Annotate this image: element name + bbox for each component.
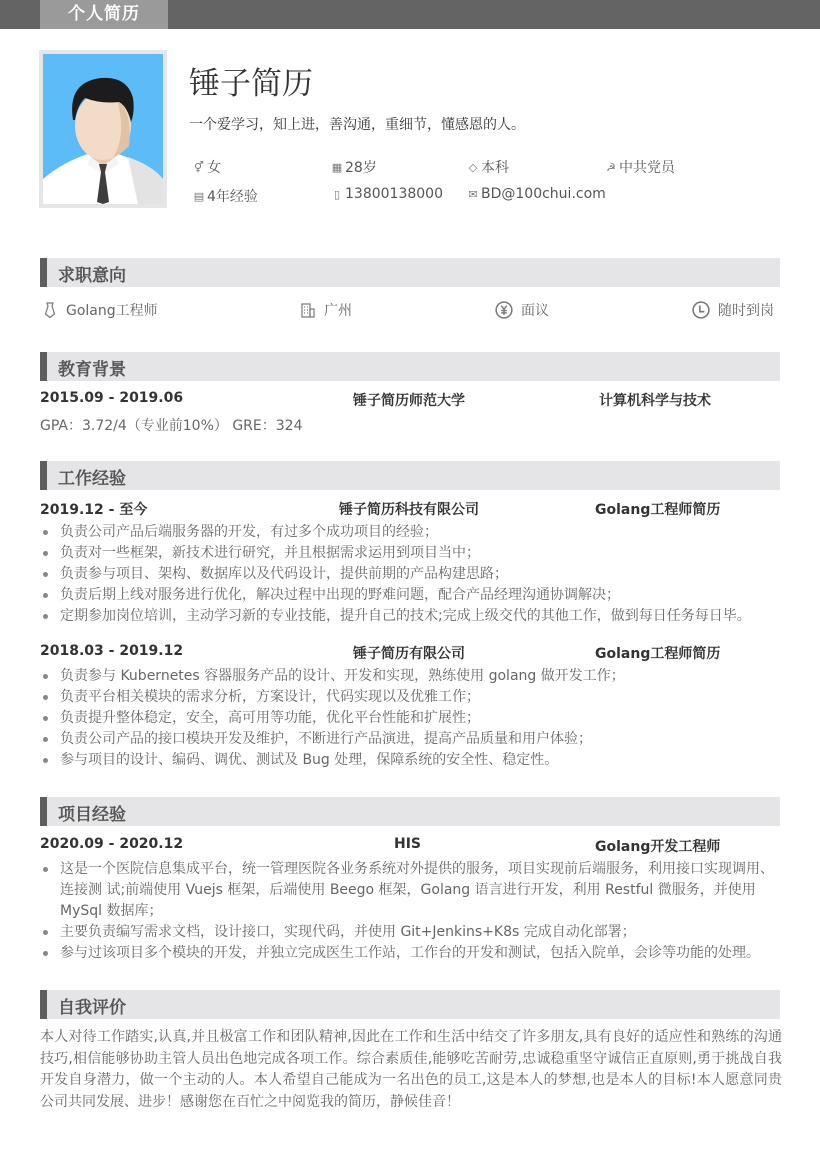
- list-item: 参与项目的设计、编码、调优、测试及 Bug 处理，保障系统的安全性、稳定性。: [40, 750, 780, 771]
- tie-icon: [42, 302, 58, 318]
- graduation-cap-icon: ◇: [468, 160, 478, 174]
- top-bar: [0, 0, 820, 29]
- party-emblem-icon: ☭: [606, 160, 616, 174]
- info-age: [330, 157, 377, 177]
- section-header-intent: [40, 258, 780, 287]
- building-icon: [300, 302, 316, 318]
- info-phone: [330, 186, 443, 202]
- work-period: 2018.03 - 2019.12: [40, 643, 184, 659]
- self-evaluation-text: 本人对待工作踏实,认真,并且极富工作和团队精神,因此在工作和生活中结交了许多朋友,具有良好的适应性和熟练的沟通技巧,相信能够协助主管人员出色地完成各项工作。综合素质佳,能够吃苦耐劳,忠诚稳重坚守诚信正直原则,勇于挑战自我开发自身潜力，做一个主动的人。本人希望自己能成为一名出色的员工,这是本人的梦想,也是本人的目标!本人愿意同贵公司共同发展、进步！感谢您在百忙之中阅览我的简历，静候佳音！: [40, 1029, 782, 1110]
- work-duties-list: [40, 666, 780, 771]
- work-company: 锤子简历科技有限公司: [339, 502, 479, 518]
- info-degree: [466, 157, 509, 177]
- project-name: HIS: [394, 836, 422, 852]
- yuan-icon: [495, 301, 513, 319]
- section-title: 自我评价: [58, 998, 126, 1018]
- email-value[interactable]: BD@100chui.com: [481, 186, 606, 202]
- experience-value: 4年经验: [207, 189, 258, 205]
- education-school: 锤子简历师范大学: [353, 393, 465, 409]
- project-period: 2020.09 - 2020.12: [40, 836, 184, 852]
- clock-icon: [692, 301, 710, 319]
- education-period: 2015.09 - 2019.06: [40, 390, 184, 406]
- intent-position-value: Golang工程师: [66, 303, 158, 319]
- work-duties-list: [40, 522, 780, 627]
- work-title: Golang工程师简历: [595, 646, 721, 662]
- gender-icon: ⚥: [194, 160, 204, 174]
- info-political-status: [604, 157, 675, 177]
- list-item: 负责对一些框架，新技术进行研究，并且根据需求运用到项目当中；: [40, 543, 780, 564]
- list-item: 负责公司产品后端服务器的开发，有过多个成功项目的经验；: [40, 522, 780, 543]
- degree-value: 本科: [481, 160, 509, 176]
- project-duties-list: [40, 859, 782, 964]
- list-item: 负责后期上线对服务进行优化，解决过程中出现的野难问题，配合产品经理沟通协调解决；: [40, 585, 780, 606]
- project-role: Golang开发工程师: [595, 839, 721, 855]
- list-item: 主要负责编写需求文档，设计接口，实现代码，并使用 Git+Jenkins+K8s 完成自动化部署；: [40, 922, 782, 943]
- education-major: 计算机科学与技术: [599, 393, 711, 409]
- resume-tab: 个人简历: [40, 0, 168, 29]
- candidate-name: 锤子简历: [189, 66, 313, 102]
- section-header-work: [40, 461, 780, 490]
- list-item: 定期参加岗位培训，主动学习新的专业技能，提升自己的技术;完成上级交代的其他工作，做到每日任务每日毕。: [40, 606, 780, 627]
- info-experience: [192, 186, 258, 206]
- list-item: 负责参与 Kubernetes 容器服务产品的设计、开发和实现，熟练使用 golang 做开发工作；: [40, 666, 780, 687]
- candidate-motto: 一个爱学习，知上进，善沟通，重细节，懂感恩的人。: [189, 117, 525, 133]
- mail-icon: ✉: [468, 187, 478, 201]
- intent-availability-value: 随时到岗: [718, 303, 774, 319]
- section-header-project: [40, 797, 780, 826]
- calendar-icon: ▦: [331, 160, 343, 174]
- list-item: 这是一个医院信息集成平台，统一管理医院各业务系统对外提供的服务，项目实现前后端服务，利用接口实现调用、连接测 试;前端使用 Vuejs 框架，后端使用 Beego 框架，Golang 语言进行开发，利用 Restful 微服务，并使用 MySql 数据库；: [40, 859, 782, 922]
- intent-salary: [495, 300, 549, 320]
- list-item: 负责参与项目、架构、数据库以及代码设计，提供前期的产品构建思路；: [40, 564, 780, 585]
- work-period: 2019.12 - 至今: [40, 502, 148, 518]
- list-item: 负责提升整体稳定，安全，高可用等功能，优化平台性能和扩展性；: [40, 708, 780, 729]
- political-status-value: 中共党员: [619, 160, 675, 176]
- profile-photo: [39, 50, 167, 208]
- intent-city-value: 广州: [324, 303, 352, 319]
- section-header-evaluation: [40, 990, 780, 1019]
- section-title: 工作经验: [58, 469, 126, 489]
- document-icon: ▤: [193, 189, 205, 203]
- list-item: 参与过该项目多个模块的开发，并独立完成医生工作站，工作台的开发和测试，包括入院单，会诊等功能的处理。: [40, 943, 782, 964]
- phone-icon: ▯: [333, 187, 341, 201]
- intent-salary-value: 面议: [521, 303, 549, 319]
- age-value: 28岁: [345, 160, 377, 176]
- avatar: [43, 54, 163, 204]
- phone-value[interactable]: 13800138000: [345, 186, 443, 202]
- section-title: 教育背景: [58, 360, 126, 380]
- section-header-education: [40, 352, 780, 381]
- section-title: 项目经验: [58, 805, 126, 825]
- intent-position: [42, 300, 158, 320]
- work-company: 锤子简历有限公司: [353, 646, 465, 662]
- intent-availability: [692, 300, 774, 320]
- section-title: 求职意向: [58, 266, 126, 286]
- education-detail: GPA：3.72/4（专业前10%） GRE：324: [40, 418, 303, 434]
- avatar-illustration-icon: [43, 54, 163, 204]
- list-item: 负责公司产品的接口模块开发及维护，不断进行产品演进，提高产品质量和用户体验；: [40, 729, 780, 750]
- info-gender: [192, 157, 221, 177]
- info-email: [466, 186, 606, 202]
- intent-city: [300, 300, 352, 320]
- list-item: 负责平台相关模块的需求分析，方案设计，代码实现以及优雅工作；: [40, 687, 780, 708]
- work-title: Golang工程师简历: [595, 502, 721, 518]
- gender-value: 女: [207, 160, 221, 176]
